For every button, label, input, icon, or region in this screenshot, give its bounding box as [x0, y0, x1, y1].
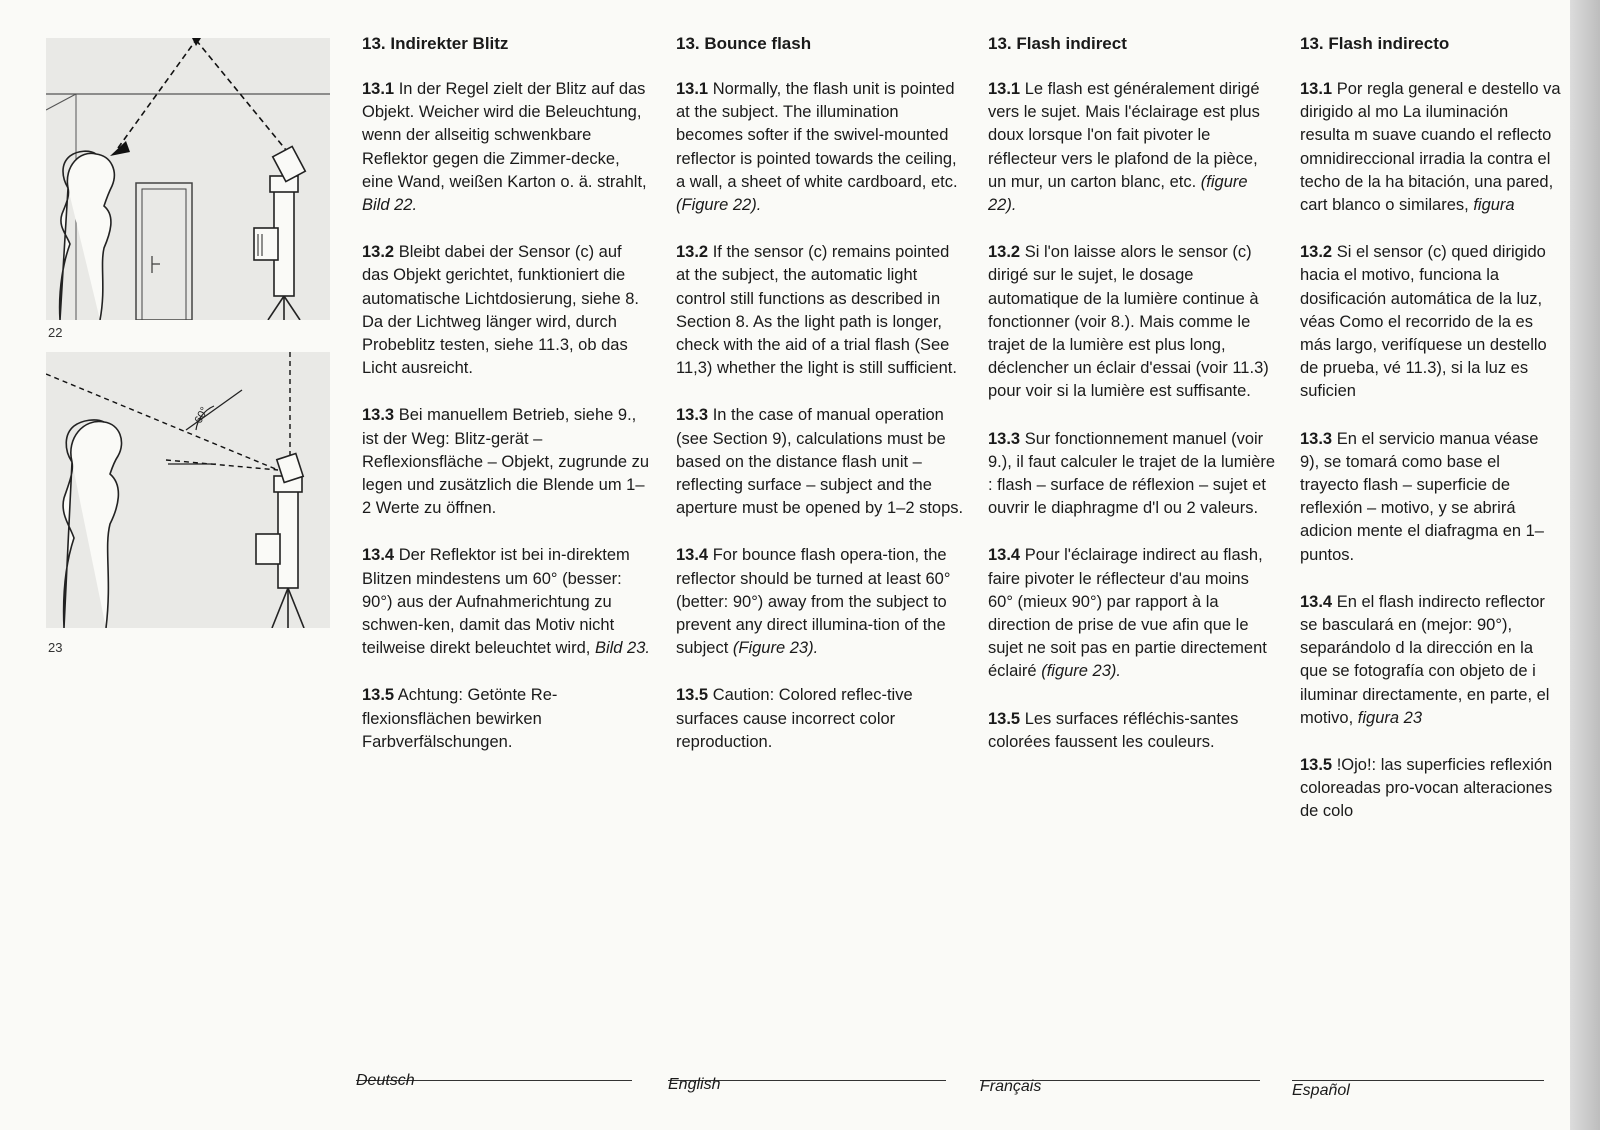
paragraph-13-1: 13.1 In der Regel zielt der Blitz auf das Objekt. Weicher wird die Beleuchtung, wenn der allseitig schwenkbare Reflektor gegen die Zimmer-decke, eine Wand, weißen Karton o. ä. strahlt, Bild 22.: [362, 80, 647, 215]
figure-22-number: 22: [48, 325, 63, 340]
paragraph-13-3: 13.3 En el servicio manua véase 9), se tomará como base el trayecto flash – superficie de reflexión – motivo, y se abrirá adicion mente el diafragma en 1– puntos.: [1300, 429, 1544, 564]
figure-23-number: 23: [48, 640, 63, 655]
figure-22-illustration: [46, 38, 330, 320]
paragraph-13-1: 13.1 Por regla general e destello va dirigido al mo La iluminación resulta m suave cuando el reflecto omnidireccional irradia la contra el techo de la ha bitación, una pared, cart blanco o similares, figura: [1300, 80, 1561, 215]
page-edge-shadow: [1570, 0, 1600, 1130]
section-title: 13. Flash indirecto: [1300, 34, 1450, 53]
paragraph-13-5: 13.5 Les surfaces réfléchis-santes colorées faussent les couleurs.: [988, 709, 1239, 751]
section-title: 13. Bounce flash: [676, 34, 812, 53]
paragraph-13-3: 13.3 Sur fonctionnement manuel (voir 9.), il faut calculer le trajet de la lumière : flash – surface de réflexion – sujet et ouvrir le diaphragme d'l ou 2 valeurs.: [988, 429, 1276, 518]
column-english: [676, 34, 966, 778]
figure-23-illustration: [46, 352, 330, 628]
footer-rule: [1292, 1080, 1544, 1081]
paragraph-13-5: 13.5 !Ojo!: las superficies reflexión coloreadas pro-vocan alteraciones de colo: [1300, 756, 1553, 821]
footer-language-english: English: [668, 1076, 721, 1093]
footer-language-deutsch: Deutsch: [356, 1072, 415, 1089]
paragraph-13-5: 13.5 Achtung: Getönte Re-flexionsflächen bewirken Farbverfälschungen.: [362, 686, 558, 751]
paragraph-13-4: 13.4 Pour l'éclairage indirect au flash, faire pivoter le réflecteur d'au moins 60° (mieux 90°) par rapport à la direction de prise de vue afin que le sujet ne soit pas en partie directement éclairé (figure 23).: [988, 546, 1267, 681]
paragraph-13-4: 13.4 En el flash indirecto reflector se basculará en (mejor: 90°), separándolo d la dirección en la que se fotografía con objeto de i iluminar directamente, en parte, el motivo, figura 23: [1300, 592, 1550, 727]
footer-language-francais: Français: [980, 1078, 1042, 1095]
angle-label: 60°: [192, 405, 211, 426]
paragraph-13-2: 13.2 Bleibt dabei der Sensor (c) auf das Objekt gerichtet, funktioniert die automatische Lichtdosierung, siehe 8. Da der Lichtweg länger wird, durch Probeblitz testen, siehe 11.3, ob das Licht ausreicht.: [362, 243, 640, 378]
paragraph-13-4: 13.4 Der Reflektor ist bei in-direktem Blitzen mindestens um 60° (besser: 90°) aus der Aufnahmerichtung zu schwen-ken, damit das Motiv nicht teilweise direkt beleuchtet wird, Bild 23.: [362, 546, 650, 658]
paragraph-13-1: 13.1 Le flash est généralement dirigé vers le sujet. Mais l'éclairage est plus doux lorsque l'on fait pivoter le réflecteur vers le plafond de la pièce, un mur, un carton blanc, etc. (figure 22).: [988, 80, 1260, 215]
column-deutsch: [362, 34, 652, 778]
paragraph-13-2: 13.2 If the sensor (c) remains pointed at the subject, the automatic light control still functions as described in Section 8. As the light path is longer, check with the aid of a trial flash (See 11,3) whether the light is still sufficient.: [676, 243, 957, 378]
paragraph-13-2: 13.2 Si el sensor (c) qued dirigido hacia el motivo, funciona la dosificación automática de la luz, véas Como el recorrido de la es más largo, verifíquese un destello de prueba, vé 11.3), si la luz es suficien: [1300, 243, 1547, 401]
paragraph-13-3: 13.3 Bei manuellem Betrieb, siehe 9., ist der Weg: Blitz-gerät – Reflexionsfläche – Objekt, zugrunde zu legen und zusätzlich die Blende um 1–2 Werte zu öffnen.: [362, 406, 650, 518]
paragraph-13-3: 13.3 In the case of manual operation (see Section 9), calculations must be based on the distance flash unit – reflecting surface – subject and the aperture must be opened by 1–2 stops.: [676, 406, 964, 518]
paragraph-13-1: 13.1 Normally, the flash unit is pointed at the subject. The illumination becomes softer if the swivel-mounted reflector is pointed towards the ceiling, a wall, a sheet of white cardboard, etc. (Figure 22).: [676, 80, 958, 215]
section-title: 13. Indirekter Blitz: [362, 34, 509, 53]
paragraph-13-4: 13.4 For bounce flash opera-tion, the reflector should be turned at least 60° (better: 90°) away from the subject to prevent any direct illumina-tion of the subject (Figure 23).: [676, 546, 951, 658]
column-espanol: [1300, 34, 1562, 1034]
footer-language-espanol: Español: [1292, 1082, 1350, 1099]
column-francais: [988, 34, 1278, 778]
paragraph-13-2: 13.2 Si l'on laisse alors le sensor (c) dirigé sur le sujet, le dosage automatique de la lumière continue à fonctionner (voir 8.). Mais comme le trajet de la lumière est plus long, déclencher un éclair d'essai (voir 11.3) pour voir si la lumière est suffisante.: [988, 243, 1269, 401]
paragraph-13-5: 13.5 Caution: Colored reflec-tive surfaces cause incorrect color reproduction.: [676, 686, 913, 751]
section-title: 13. Flash indirect: [988, 34, 1127, 53]
